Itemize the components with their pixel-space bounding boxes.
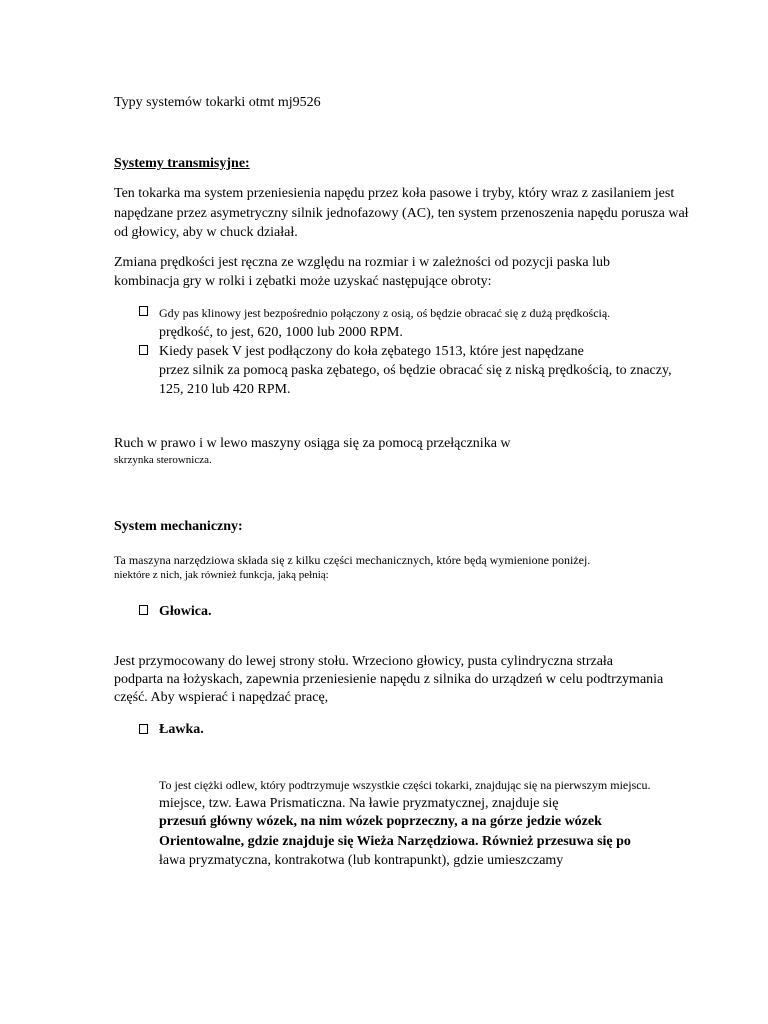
paragraph-line: skrzynka sterownicza. — [114, 454, 212, 466]
bullet-line: Gdy pas klinowy jest bezpośrednio połączony z osią, oś będzie obracać się z dużą prędkością. — [159, 306, 611, 320]
paragraph-line: podparta na łożyskach, zapewnia przeniesienie napędu z silnika do urządzeń w celu podtrzymania — [114, 672, 664, 687]
bullet-box-icon — [139, 724, 148, 734]
bullet-box-icon — [139, 306, 148, 316]
paragraph-line: ława pryzmatyczna, kontrakotwa (lub kontrapunkt), gdzie umieszczamy — [159, 853, 564, 868]
paragraph-line: Orientowalne, gdzie znajduje się Wieża Narzędziowa. Również przesuwa się po — [159, 834, 631, 849]
paragraph-line: Ta maszyna narzędziowa składa się z kilku części mechanicznych, które będą wymienione poniżej. — [114, 553, 591, 567]
section-heading-transmission: Systemy transmisyjne: — [114, 156, 250, 171]
paragraph-line: To jest ciężki odlew, który podtrzymuje wszystkie części tokarki, znajdując się na pierwszym miejscu. — [159, 778, 651, 792]
bullet-box-icon — [139, 345, 148, 355]
paragraph-line: przesuń główny wózek, na nim wózek poprzeczny, a na górze jedzie wózek — [159, 814, 602, 829]
paragraph-line: niektóre z nich, jak również funkcja, jaką pełnią: — [114, 569, 329, 581]
paragraph-line: miejsce, tzw. Ława Prismaticzna. Na ławie pryzmatycznej, znajduje się — [159, 796, 559, 811]
paragraph-line: Ten tokarka ma system przeniesienia napędu przez koła pasowe i tryby, który wraz z zasilaniem jest — [114, 186, 675, 201]
list-item-bench: Ławka. — [159, 722, 204, 737]
bullet-line: prędkość, to jest, 620, 1000 lub 2000 RPM. — [159, 325, 403, 340]
paragraph-line: napędzane przez asymetryczny silnik jednofazowy (AC), ten system przenoszenia napędu porusza wał — [114, 206, 689, 221]
section-heading-mechanical: System mechaniczny: — [114, 519, 243, 534]
bullet-box-icon — [139, 605, 148, 615]
paragraph-line: część. Aby wspierać i napędzać pracę, — [114, 690, 329, 705]
list-item-headstock: Głowica. — [159, 604, 212, 619]
paragraph-line: Jest przymocowany do lewej strony stołu. Wrzeciono głowicy, pusta cylindryczna strzała — [114, 654, 614, 669]
bullet-line: przez silnik za pomocą paska zębatego, oś będzie obracać się z niską prędkością, to znaczy, — [159, 363, 672, 378]
bullet-line: 125, 210 lub 420 RPM. — [159, 382, 291, 397]
document-title: Typy systemów tokarki otmt mj9526 — [114, 95, 321, 110]
paragraph-line: Zmiana prędkości jest ręczna ze względu na rozmiar i w zależności od pozycji paska lub — [114, 255, 611, 270]
bullet-line: Kiedy pasek V jest podłączony do koła zębatego 1513, które jest napędzane — [159, 344, 584, 359]
paragraph-line: Ruch w prawo i w lewo maszyny osiąga się za pomocą przełącznika w — [114, 436, 511, 451]
paragraph-line: kombinacja gry w rolki i zębatki może uzyskać następujące obroty: — [114, 274, 492, 289]
paragraph-line: od głowicy, aby w chuck działał. — [114, 225, 298, 240]
